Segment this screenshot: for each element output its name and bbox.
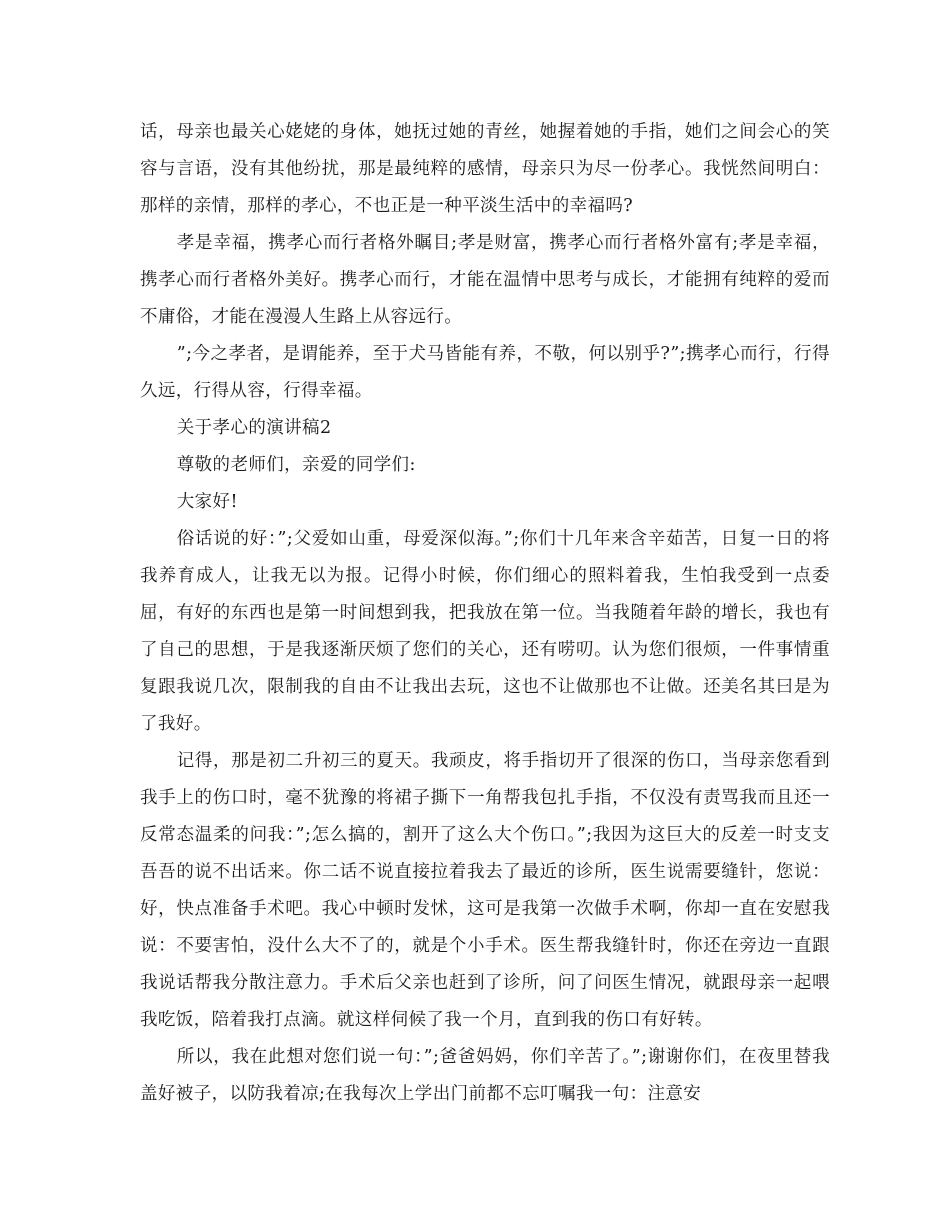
section-heading: 关于孝心的演讲稿2 — [176, 418, 332, 438]
document-body — [140, 114, 830, 1113]
paragraph-parents-love: 俗话说的好：”;父爱如山重，母爱深似海。”;你们十几年来含辛茹苦，日复一日的将我养育成人，让我无以为报。记得小时候，你们细心的照料着我，生怕我受到一点委屈，有好的东西也是第一时间想到我，把我放在第一位。当我随着年龄的增长，我也有了自己的思想，于是我逐渐厌烦了您们的关心，还有唠叨。认为您们很烦，一件事情重复跟我说几次，限制我的自由不让我出去玩，这也不让做那也不让做。还美名其曰是为了我好。 — [140, 529, 830, 734]
salutation: 尊敬的老师们，亲爱的同学们: — [176, 455, 416, 475]
paragraph-injury-story: 记得，那是初二升初三的夏天。我顽皮，将手指切开了很深的伤口，当母亲您看到我手上的伤口时，毫不犹豫的将裙子撕下一角帮我包扎手指，不仅没有责骂我而且还一反常态温柔的问我：”;怎么搞的，割开了这么大个伤口。”;我因为这巨大的反差一时支支吾吾的说不出话来。你二话不说直接拉着我去了最近的诊所，医生说需要缝针，您说：好，快点准备手术吧。我心中顿时发怵，这可是我第一次做手术啊，你却一直在安慰我说：不要害怕，没什么大不了的，就是个小手术。医生帮我缝针时，你还在旁边一直跟我说话帮我分散注意力。手术后父亲也赶到了诊所，问了问医生情况，就跟母亲一起喂我吃饭，陪着我打点滴。就这样伺候了我一个月，直到我的伤口有好转。 — [140, 751, 830, 1030]
paragraph-continuation: 话，母亲也最关心姥姥的身体，她抚过她的青丝，她握着她的手指，她们之间会心的笑容与言语，没有其他纷扰，那是最纯粹的感情，母亲只为尽一份孝心。我恍然间明白：那样的亲情，那样的孝心，不也正是一种平淡生活中的幸福吗? — [140, 122, 830, 216]
paragraph-thanks: 所以，我在此想对您们说一句：”;爸爸妈妈，你们辛苦了。”;谢谢你们，在夜里替我盖好被子，以防我着凉;在我每次上学出门前都不忘叮嘱我一句：注意安 — [140, 1047, 830, 1104]
paragraph-filial-happiness: 孝是幸福，携孝心而行者格外瞩目;孝是财富，携孝心而行者格外富有;孝是幸福，携孝心而行者格外美好。携孝心而行，才能在温情中思考与成长，才能拥有纯粹的爱而不庸俗，才能在漫漫人生路上从容远行。 — [140, 233, 830, 327]
paragraph-quote-confucius: ”;今之孝者，是谓能养，至于犬马皆能有养，不敬，何以别乎?”;携孝心而行，行得久远，行得从容，行得幸福。 — [140, 344, 830, 401]
greeting: 大家好! — [176, 492, 238, 512]
